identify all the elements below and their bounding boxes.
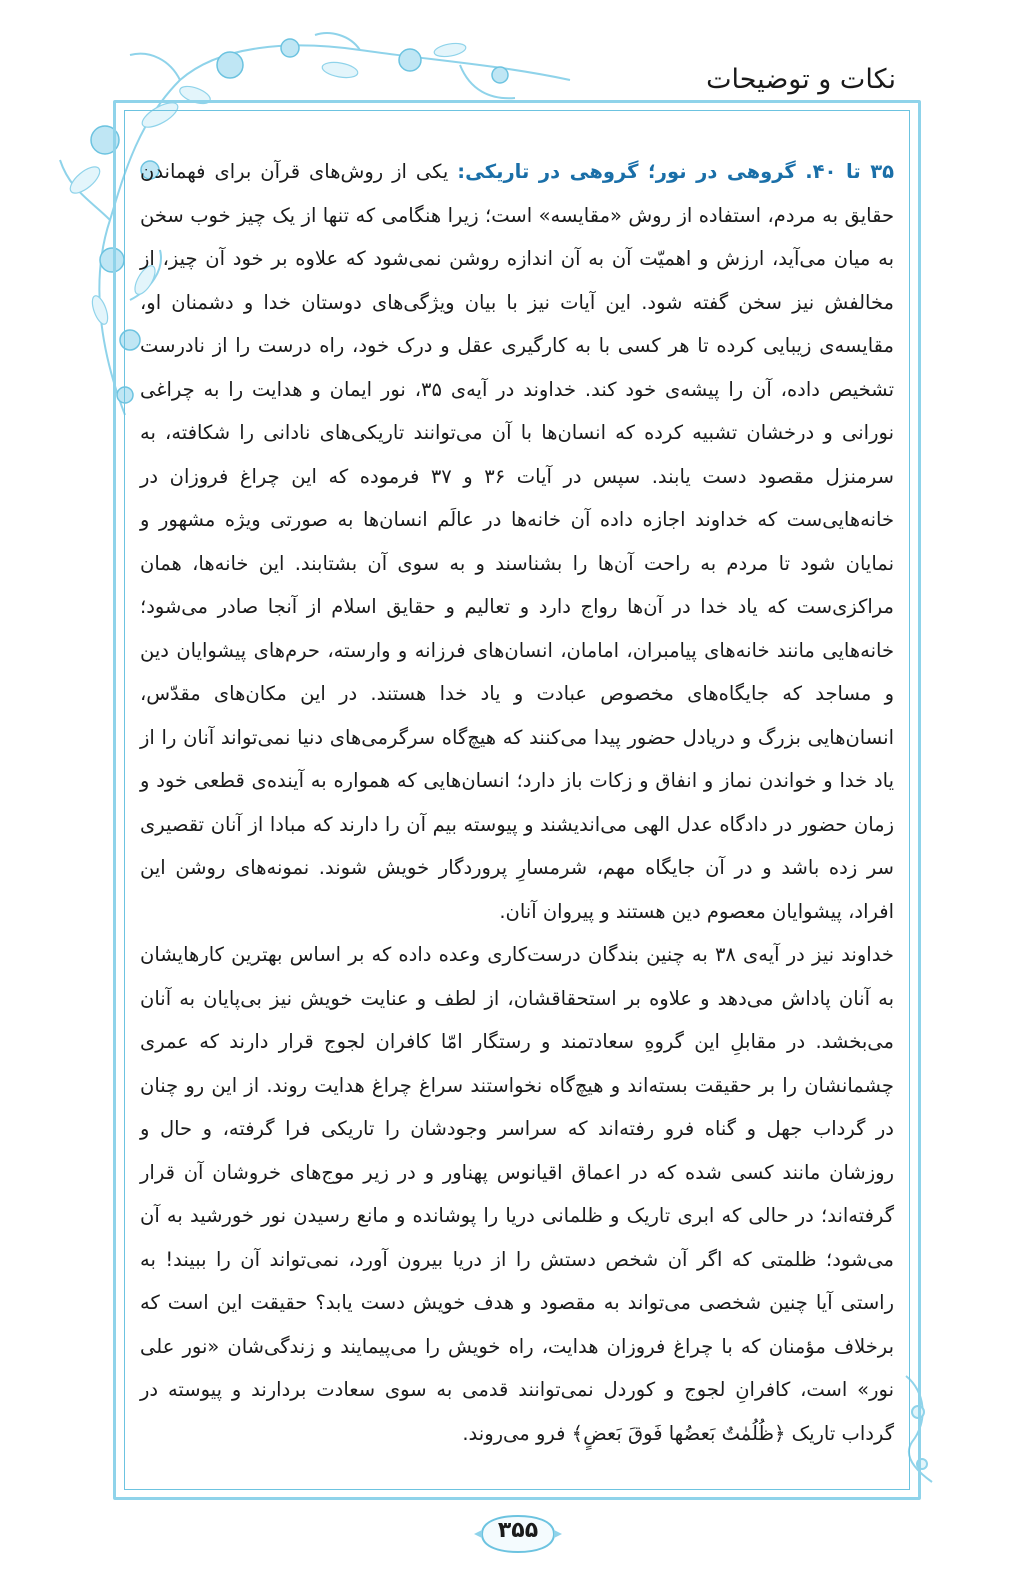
page-number [472,1510,564,1558]
paragraph-2-end: فرو می‌روند. [462,1421,566,1445]
section-heading: ۳۵ تا ۴۰. گروهی در نور؛ گروهی در تاریکی: [457,160,894,183]
paragraph-2-text: خداوند نیز در آیه‌ی ۳۸ به چنین بندگان درست‌کاری وعده داده که بر اساس بهترین کارهایشان به آنان پاداش می‌دهد و علاوه بر استحقاقشان، از لطف و عنایت خویش نیز بی‌پایان به آنان می‌بخشد. در مقابلِ این گروهِ سعادتمند و رستگار امّا کافران لجوج قرار دارند که عمری چشمانشان را بر حقیقت بسته‌اند و هیچ‌گاه نخواستند سراغ چراغ هدایت روند. از این رو چنان در گرداب جهل و گناه فرو رفته‌اند که سراسر وجودشان را تاریکی فرا گرفته، و حال و روزشان مانند کسی شده که در اعماق اقیانوس پهناور و در زیر موج‌های خروشان آن قرار گرفته‌اند؛ در حالی که ابری تاریک و ظلمانی دریا را پوشانده و مانع رسیدن نور خورشید به آن می‌شود؛ ظلمتی که اگر آن شخص دستش را از دریا بیرون آورد، نمی‌تواند آن را ببیند! به راستی آیا چنین شخصی می‌تواند به مقصود و هدف خویش دست یابد؟ حقیقت این است که برخلاف مؤمنان که با چراغ فروزان هدایت، راه خویش را می‌پیمایند و زندگی‌شان «نور علی نور» است، کافرانِ لجوج و کوردل نمی‌توانند قدمی به سوی سعادت بردارند و پیوسته در گرداب تاریک [140,943,894,1445]
paragraph-1-text: یکی از روش‌های قرآن برای فهماندن حقایق به مردم، استفاده از روش «مقایسه» است؛ زیرا هنگامی که تنها از یک چیز خوب سخن به میان می‌آید، ارزش و اهمیّت آن به آن اندازه روشن نمی‌شود که علاوه بر خود آن چیز، از مخالفش نیز سخن گفته شود. این آیات نیز با بیان ویژگی‌های دوستان خدا و دشمنان او، مقایسه‌ی زیبایی کرده تا هر کسی با به کارگیری عقل و درک خود، راه درست را از نادرست تشخیص داده، آن را پیشه‌ی خود کند. خداوند در آیه‌ی ۳۵، نور ایمان و هدایت را به چراغی نورانی و درخشان تشبیه کرده که انسان‌ها با آن می‌توانند تاریکی‌های نادانی را شکافته، به سرمنزل مقصود دست یابند. سپس در آیات ۳۶ و ۳۷ فرموده که این چراغ فروزان در خانه‌هایی‌ست که خداوند اجازه داده آن خانه‌ها در عالَم انسان‌ها به صورتی ویژه مشهور و نمایان شود تا مردم به راحت آن‌ها را بشناسند و به سوی آن بشتابند. این خانه‌ها، همان مراکزی‌ست که یاد خدا در آن‌ها رواج دارد و تعالیم و حقایق اسلام از آنجا صادر می‌شود؛ خانه‌هایی مانند خانه‌های پیامبران، امامان، انسان‌های فرزانه و وارسته، حرم‌های پیشوایان دین و مساجد که جایگاه‌های مخصوص عبادت و یاد خدا هستند. در این مکان‌های مقدّس، انسان‌هایی بزرگ و دریادل حضور پیدا می‌کنند که هیچ‌گاه سرگرمی‌های دنیا نمی‌تواند آنان را از یاد خدا و خواندن نماز و انفاق و زکات باز دارد؛ انسان‌هایی که همواره به آینده‌ی قطعی خود و زمان حضور در دادگاه عدل الهی می‌اندیشند و پیوسته بیم آن را دارند که مبادا از آنان تقصیری سر زده باشد و در آن جایگاه مهم، شرمسارِ پروردگار خویش شوند. نمونه‌های روشن این افراد، پیشوایان معصوم دین هستند و پیروان آنان. [140,160,895,923]
paragraph-2 [140,933,894,1455]
page-header-title: نکات و توضیحات [706,64,896,95]
main-text [140,150,894,1455]
quran-quote: ﴿ظُلُمٰتٌ بَعضُها فَوقَ بَعضٍ﴾ [565,1421,792,1445]
page-number-text: ۳۵۵ [497,1518,539,1543]
paragraph-1 [140,150,894,933]
